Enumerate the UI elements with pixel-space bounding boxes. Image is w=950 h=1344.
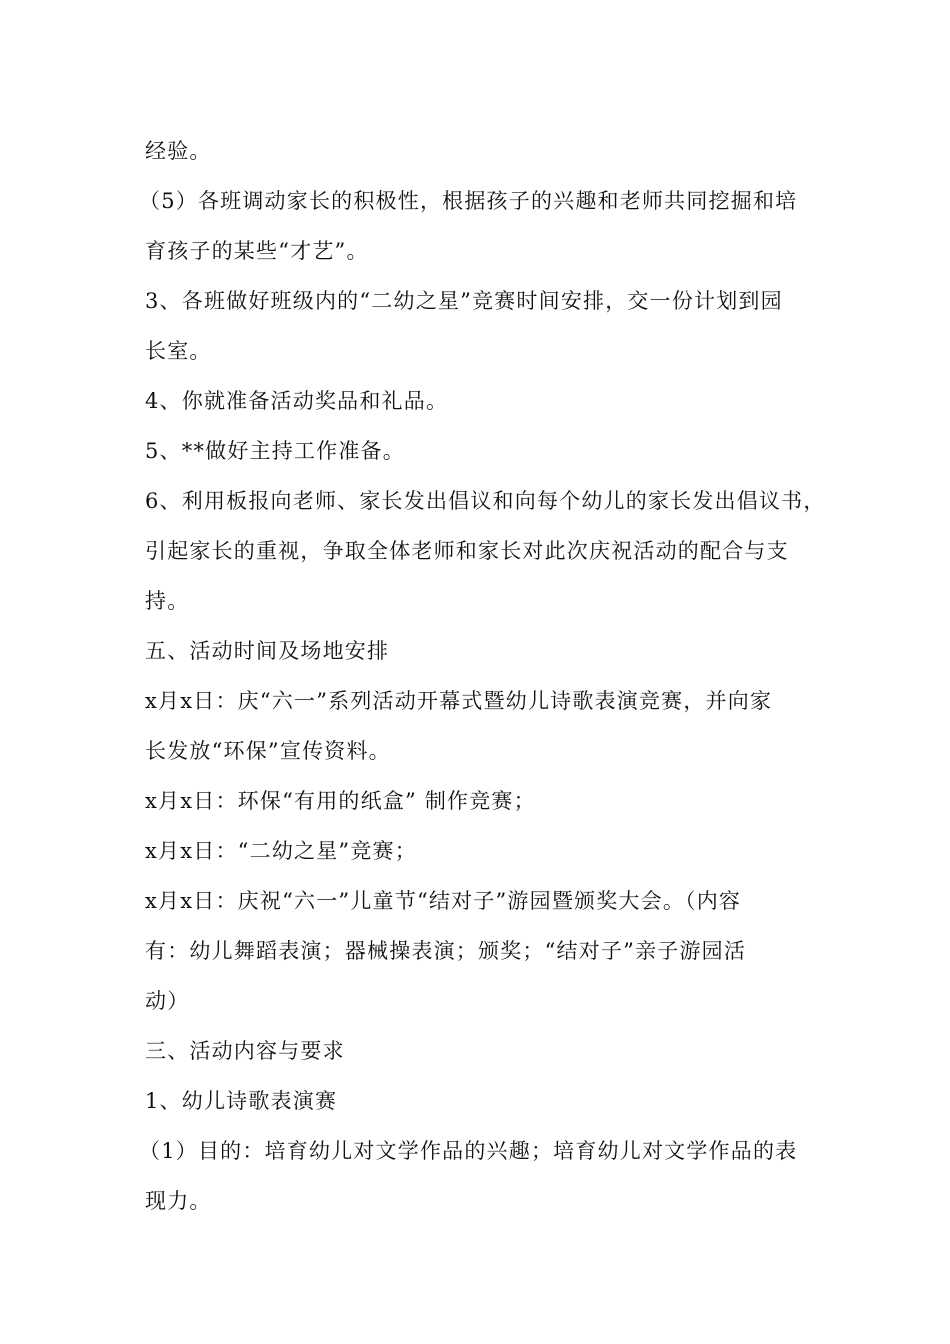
- text-line: 3、各班做好班级内的“二幼之星”竞赛时间安排，交一份计划到园: [145, 289, 783, 313]
- text-line: x月x日：环保“有用的纸盒” 制作竞赛；: [145, 789, 536, 813]
- text-line: 6、利用板报向老师、家长发出倡议和向每个幼儿的家长发出倡议书，: [145, 489, 826, 513]
- text-line: 1、幼儿诗歌表演赛: [145, 1089, 338, 1113]
- text-line: 育孩子的某些“才艺”。: [145, 239, 369, 263]
- section-heading: 五、活动时间及场地安排: [145, 639, 390, 663]
- text-line: 动）: [145, 989, 190, 1013]
- text-line: x月x日：庆祝“六一”儿童节“结对子”游园暨颁奖大会。（内容: [145, 889, 742, 913]
- text-line: x月x日：庆“六一”系列活动开幕式暨幼儿诗歌表演竞赛，并向家: [145, 689, 773, 713]
- text-line: 引起家长的重视，争取全体老师和家长对此次庆祝活动的配合与支: [145, 539, 789, 563]
- text-line: 4、你就准备活动奖品和礼品。: [145, 389, 449, 413]
- section-heading: 三、活动内容与要求: [145, 1039, 345, 1063]
- text-line: 有：幼儿舞蹈表演；器械操表演；颁奖；“结对子”亲子游园活: [145, 939, 747, 963]
- text-line: 经验。: [145, 139, 212, 163]
- text-line: 现力。: [145, 1189, 212, 1213]
- text-line: 长发放“环保”宣传资料。: [145, 739, 391, 763]
- text-line: 5、**做好主持工作准备。: [145, 439, 405, 463]
- text-line: 长室。: [145, 339, 212, 363]
- text-line: x月x日：“二幼之星”竞赛；: [145, 839, 417, 863]
- text-line: （1）目的：培育幼儿对文学作品的兴趣；培育幼儿对文学作品的表: [139, 1139, 798, 1163]
- text-line: 持。: [145, 589, 190, 613]
- document-body: [139, 126, 826, 1226]
- text-line: （5）各班调动家长的积极性，根据孩子的兴趣和老师共同挖掘和培: [139, 189, 798, 213]
